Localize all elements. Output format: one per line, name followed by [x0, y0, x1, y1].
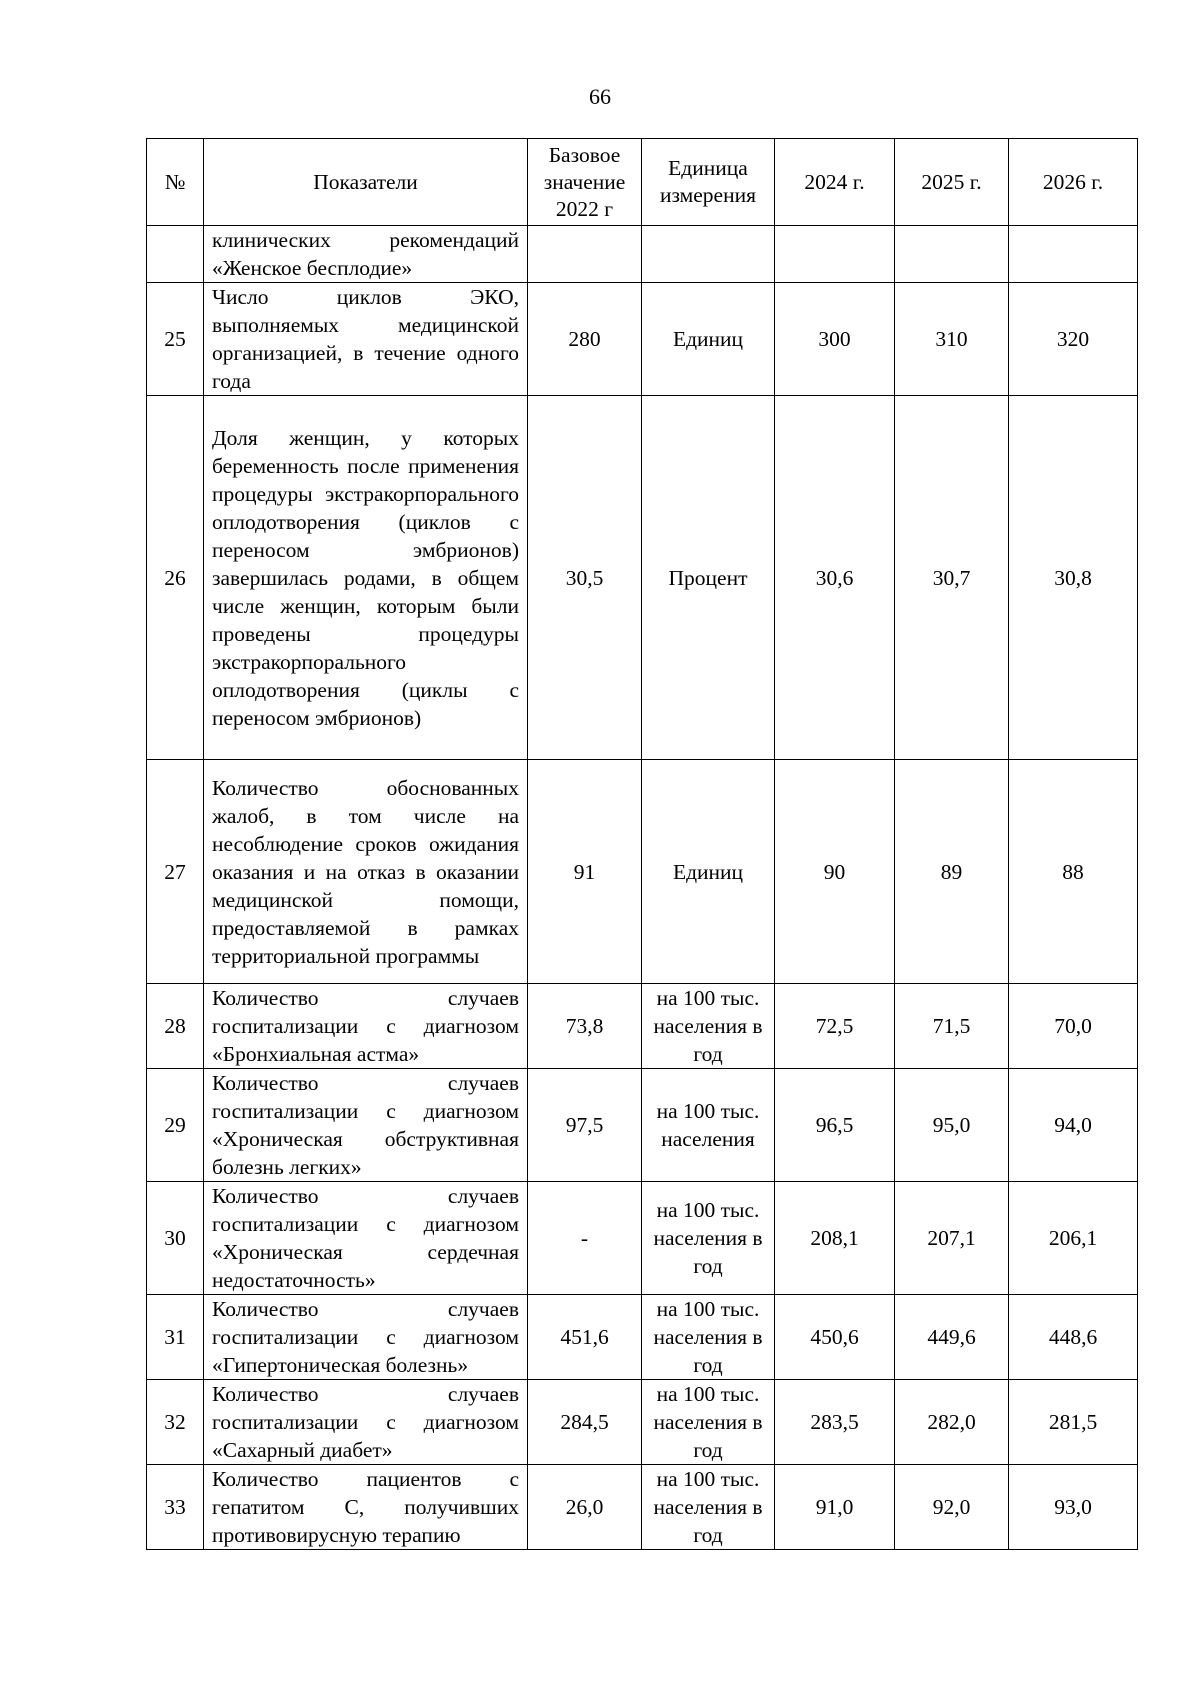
cell-num: 30 — [147, 1182, 204, 1295]
cell-2025: 89 — [895, 760, 1009, 984]
cell-2026: 448,6 — [1009, 1295, 1138, 1380]
cell-indicator: Количество случаев госпитализации с диагнозом «Бронхиальная астма» — [204, 984, 528, 1069]
header-base-value: Базовое значение 2022 г — [528, 139, 642, 226]
cell-base-value: 284,5 — [528, 1380, 642, 1465]
header-2026: 2026 г. — [1009, 139, 1138, 226]
cell-2025: 30,7 — [895, 396, 1009, 760]
cell-indicator: Доля женщин, у которых беременность после применения процедуры экстракорпорального оплодотворения (циклов с переносом эмбрионов) завершилась родами, в общем числе женщин, которым были проведены процедуры экстракорпорального оплодотворения (циклы с переносом эмбрионов) — [204, 396, 528, 760]
cell-2025: 92,0 — [895, 1465, 1009, 1550]
cell-2024: 283,5 — [775, 1380, 895, 1465]
cell-indicator: Количество случаев госпитализации с диагнозом «Гипертоническая болезнь» — [204, 1295, 528, 1380]
cell-indicator: Число циклов ЭКО, выполняемых медицинской организацией, в течение одного года — [204, 283, 528, 396]
cell-unit: Единиц — [642, 760, 775, 984]
cell-2026: 281,5 — [1009, 1380, 1138, 1465]
cell-base-value: 91 — [528, 760, 642, 984]
cell-unit: на 100 тыс. населения в год — [642, 1295, 775, 1380]
cell-num: 31 — [147, 1295, 204, 1380]
table-row — [147, 984, 1138, 1069]
cell-unit: на 100 тыс. населения в год — [642, 1182, 775, 1295]
cell-base-value: 73,8 — [528, 984, 642, 1069]
header-row — [147, 139, 1138, 226]
cell-indicator: Количество пациентов с гепатитом С, получивших противовирусную терапию — [204, 1465, 528, 1550]
cell-2024: 208,1 — [775, 1182, 895, 1295]
cell-2024: 90 — [775, 760, 895, 984]
cell-num: 26 — [147, 396, 204, 760]
cell-unit: на 100 тыс. населения в год — [642, 1465, 775, 1550]
header-indicator: Показатели — [204, 139, 528, 226]
header-2024: 2024 г. — [775, 139, 895, 226]
cell-2025: 282,0 — [895, 1380, 1009, 1465]
cell-base-value: 451,6 — [528, 1295, 642, 1380]
table-row — [147, 1295, 1138, 1380]
cell-indicator: Количество случаев госпитализации с диагнозом «Сахарный диабет» — [204, 1380, 528, 1465]
cell-indicator: Количество случаев госпитализации с диагнозом «Хроническая сердечная недостаточность» — [204, 1182, 528, 1295]
table-row — [147, 1465, 1138, 1550]
cell-num: 29 — [147, 1069, 204, 1182]
table-row — [147, 283, 1138, 396]
cell-num — [147, 226, 204, 283]
cell-2025: 310 — [895, 283, 1009, 396]
header-num: № — [147, 139, 204, 226]
cell-2026: 30,8 — [1009, 396, 1138, 760]
table-row — [147, 1069, 1138, 1182]
cell-base-value: 97,5 — [528, 1069, 642, 1182]
table-row — [147, 1182, 1138, 1295]
cell-num: 27 — [147, 760, 204, 984]
cell-2026: 93,0 — [1009, 1465, 1138, 1550]
cell-num: 28 — [147, 984, 204, 1069]
cell-2024: 450,6 — [775, 1295, 895, 1380]
cell-2025 — [895, 226, 1009, 283]
cell-2024: 91,0 — [775, 1465, 895, 1550]
cell-indicator: Количество случаев госпитализации с диагнозом «Хроническая обструктивная болезнь легких» — [204, 1069, 528, 1182]
cell-unit: Процент — [642, 396, 775, 760]
cell-indicator: Количество обоснованных жалоб, в том числе на несоблюдение сроков ожидания оказания и на отказ в оказании медицинской помощи, предоставляемой в рамках территориальной программы — [204, 760, 528, 984]
table-row — [147, 760, 1138, 984]
cell-2026 — [1009, 226, 1138, 283]
cell-base-value: 280 — [528, 283, 642, 396]
cell-2026: 320 — [1009, 283, 1138, 396]
header-unit: Единица измерения — [642, 139, 775, 226]
page-number: 66 — [589, 84, 611, 109]
table-header — [147, 139, 1138, 226]
cell-2025: 207,1 — [895, 1182, 1009, 1295]
cell-base-value: 26,0 — [528, 1465, 642, 1550]
cell-2026: 70,0 — [1009, 984, 1138, 1069]
cell-2024: 96,5 — [775, 1069, 895, 1182]
cell-2024: 30,6 — [775, 396, 895, 760]
cell-2025: 95,0 — [895, 1069, 1009, 1182]
table-body — [147, 226, 1138, 1550]
cell-base-value: 30,5 — [528, 396, 642, 760]
cell-unit — [642, 226, 775, 283]
table-row — [147, 396, 1138, 760]
cell-2024: 300 — [775, 283, 895, 396]
cell-indicator: клинических рекомендаций «Женское бесплодие» — [204, 226, 528, 283]
cell-unit: на 100 тыс. населения в год — [642, 984, 775, 1069]
cell-unit: на 100 тыс. населения — [642, 1069, 775, 1182]
cell-2026: 94,0 — [1009, 1069, 1138, 1182]
cell-2025: 449,6 — [895, 1295, 1009, 1380]
cell-2026: 206,1 — [1009, 1182, 1138, 1295]
cell-num: 25 — [147, 283, 204, 396]
cell-2024: 72,5 — [775, 984, 895, 1069]
table-row — [147, 226, 1138, 283]
cell-unit: Единиц — [642, 283, 775, 396]
table-row — [147, 1380, 1138, 1465]
cell-2024 — [775, 226, 895, 283]
cell-num: 33 — [147, 1465, 204, 1550]
cell-base-value: - — [528, 1182, 642, 1295]
cell-base-value — [528, 226, 642, 283]
cell-2026: 88 — [1009, 760, 1138, 984]
cell-num: 32 — [147, 1380, 204, 1465]
header-2025: 2025 г. — [895, 139, 1009, 226]
cell-2025: 71,5 — [895, 984, 1009, 1069]
indicators-table — [146, 138, 1138, 1550]
cell-unit: на 100 тыс. населения в год — [642, 1380, 775, 1465]
